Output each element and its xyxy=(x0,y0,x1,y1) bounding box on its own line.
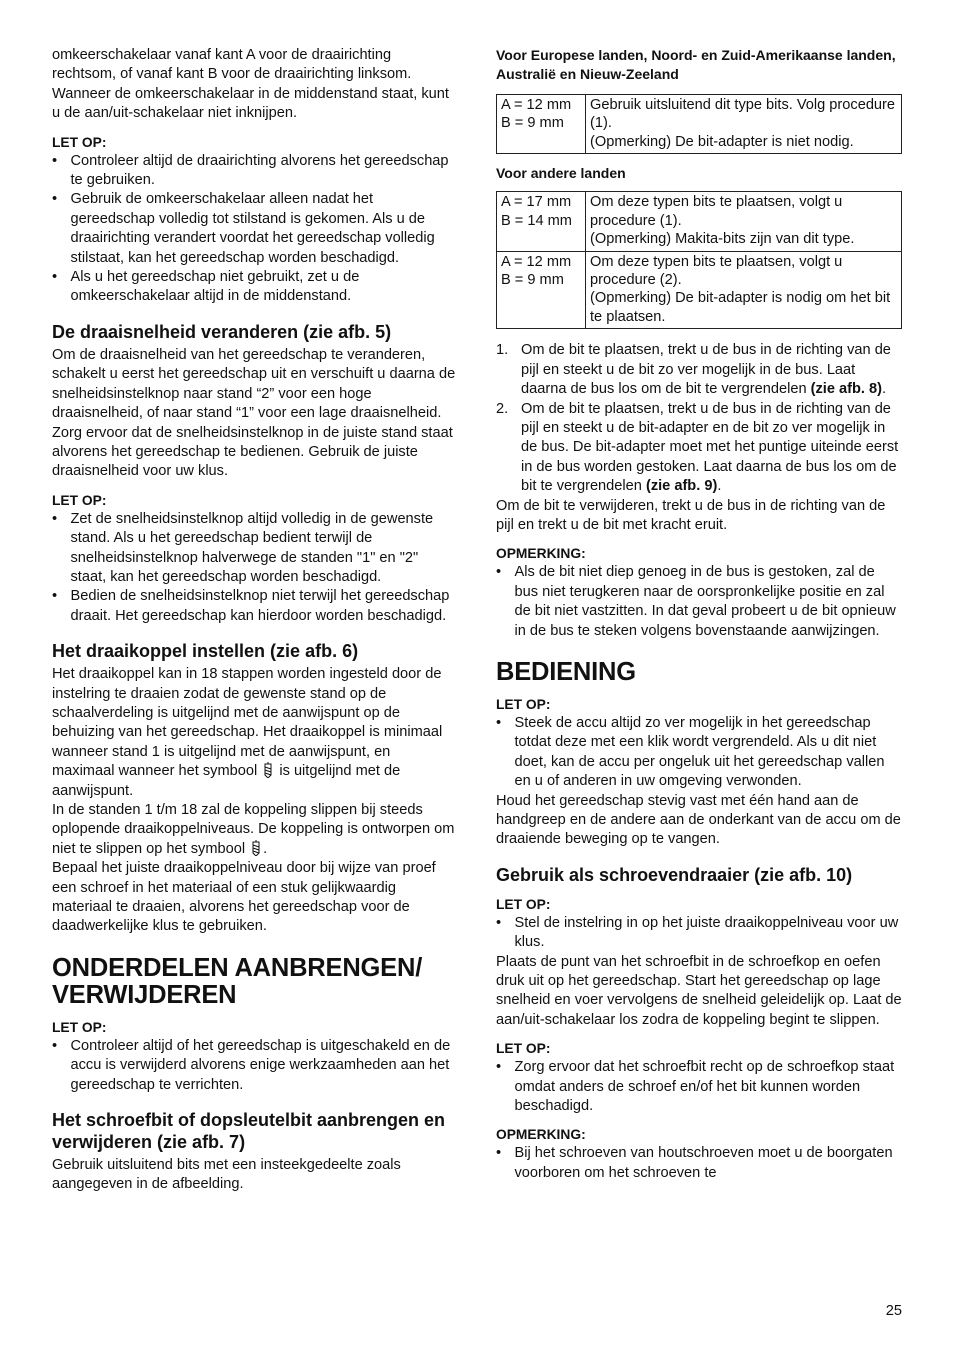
torque-text-d: . xyxy=(263,840,268,857)
list-item xyxy=(496,400,902,497)
torque-text-a: Het draaikoppel kan in 18 stappen worden ingesteld door de instelring te draaien zodat de gewenste stand op de schaalverdeling is uitgelijnd met de aanwijspunt op de behuizing van het gereedschap. Het draaikoppel is minimaal wanneer stand 1 is uitgelijnd met de aanwijspunt, en maximaal wanneer het symbool xyxy=(52,666,443,780)
list-item: • Als u het gereedschap niet gebruikt, zet u de omkeerschakelaar altijd in de middenstand. xyxy=(52,268,456,307)
caution-label: LET OP: xyxy=(496,1041,551,1057)
caution-list xyxy=(52,152,456,307)
table-caption-other: Voor andere landen xyxy=(496,165,626,182)
section-heading-speed: De draaisnelheid veranderen (zie afb. 5) xyxy=(52,321,392,342)
table-row xyxy=(497,192,902,251)
caution-label: LET OP: xyxy=(52,492,107,508)
list-item: • Controleer altijd de draairichting alvorens het gereedschap te gebruiken. xyxy=(52,152,456,191)
list-item: • Zet de snelheidsinstelknop altijd volledig in de gewenste stand. Als u het gereedschap bedient terwijl de snelheidsinstelknop halverwege de standen "1" en "2" staat, kan het gereedschap worden beschadigd. xyxy=(52,510,456,588)
screw-paragraph: Plaats de punt van het schroefbit in de schroefkop en oefen druk uit op het gereedschap. Start het gereedschap op lage snelheid en voer vervolgens de snelheid geleidelijk op. Laat de aan/uit-schakelaar los zodra de koppeling begint te slippen. xyxy=(496,953,902,1028)
caution-label: LET OP: xyxy=(496,896,551,912)
intro-paragraph: omkeerschakelaar vanaf kant A voor de draairichting rechtsom, of vanaf kant B voor de draairichting linksom. Wanneer de omkeerschakelaar in de middenstand staat, kunt u de aan/uit-schakelaar niet inknijpen. xyxy=(52,47,449,122)
table-row xyxy=(497,94,902,153)
note-list xyxy=(496,563,902,641)
section-heading-torque: Het draaikoppel instellen (zie afb. 6) xyxy=(52,641,359,662)
bit-table-europe xyxy=(496,94,902,154)
table-cell-dimensions: A = 12 mm B = 9 mm xyxy=(497,94,586,153)
chapter-heading-parts xyxy=(52,955,456,1009)
torque-text-e: Bepaal het juiste draaikoppelniveau door bij wijze van proef een schroef in het materiaal of een stuk gelijkwaardig materiaal te draaien, alvorens het gereedschap voor de daadwerkelijke klus te gebruiken. xyxy=(52,860,436,935)
caution-list xyxy=(496,714,902,792)
step-end: . xyxy=(882,381,887,398)
remove-paragraph: Om de bit te verwijderen, trekt u de bus in de richting van de pijl en trekt u de bit met kracht eruit. xyxy=(496,497,886,533)
caution-list xyxy=(496,1058,902,1116)
table-cell-description: Gebruik uitsluitend dit type bits. Volg procedure (1). (Opmerking) De bit-adapter is niet nodig. xyxy=(586,94,902,153)
right-column xyxy=(496,46,902,1183)
torque-text-b: is uitgelijnd met de aanwijspunt. xyxy=(52,763,401,799)
caution-list xyxy=(52,510,456,626)
note-list xyxy=(496,1144,902,1183)
step-end: . xyxy=(717,478,722,495)
note-label: OPMERKING: xyxy=(496,546,586,562)
list-item: • Bij het schroeven van houtschroeven moet u de boorgaten voorboren om het schroeven te xyxy=(496,1144,902,1183)
speed-paragraph: Om de draaisnelheid van het gereedschap te veranderen, schakelt u eerst het gereedschap uit en verschuift u daarna de snelheidsinstelknop naar stand “2” voor een hoge draaisnelheid, of naar stand “1” voor een lage draaisnelheid. Zorg ervoor dat de snelheidsinstelknop in de juiste stand staat alvorens het gereedschap te bedienen. Gebruik de juiste draaisnelheid voor uw klus. xyxy=(52,346,456,480)
drill-symbol-icon xyxy=(251,840,261,856)
list-item: • Gebruik de omkeerschakelaar alleen nadat het gereedschap volledig tot stilstand is gekomen. Als u de draairichting verandert voordat het gereedschap volledig stilstaat, kan het gereedschap worden beschadigd. xyxy=(52,190,456,268)
list-item: • Steek de accu altijd zo ver mogelijk in het gereedschap totdat deze met een klik wordt vergrendeld. Als u dit niet doet, kan de accu per ongeluk uit het gereedschap vallen en u of anderen in uw omgeving verwonden. xyxy=(496,714,902,792)
torque-paragraph xyxy=(52,665,456,937)
table-cell-dimensions: A = 17 mm B = 14 mm xyxy=(497,192,586,251)
section-heading-bit: Het schroefbit of dopsleutelbit aanbrengen en verwijderen (zie afb. 7) xyxy=(52,1110,446,1153)
list-item: • Stel de instelring in op het juiste draaikoppelniveau voor uw klus. xyxy=(496,914,902,953)
chapter-heading-line: VERWIJDEREN xyxy=(52,980,237,1009)
list-item: • Bedien de snelheidsinstelknop niet terwijl het gereedschap draait. Het gereedschap kan hierdoor worden beschadigd. xyxy=(52,587,456,626)
page-number: 25 xyxy=(885,1303,902,1319)
section-heading-screwdriver: Gebruik als schroevendraaier (zie afb. 10) xyxy=(496,864,853,885)
list-item: • Controleer altijd of het gereedschap is uitgeschakeld en de accu is verwijderd alvorens enige werkzaamheden aan het gereedschap te verrichten. xyxy=(52,1037,456,1095)
bit-table-other xyxy=(496,191,902,329)
figure-reference: (zie afb. 8) xyxy=(810,381,882,398)
caution-list xyxy=(496,914,902,953)
caution-label: LET OP: xyxy=(496,696,551,712)
procedure-list xyxy=(496,341,902,496)
figure-reference: (zie afb. 9) xyxy=(645,478,718,495)
table-cell-dimensions: A = 12 mm B = 9 mm xyxy=(497,251,586,329)
bit-paragraph: Gebruik uitsluitend bits met een insteekgedeelte zoals aangegeven in de afbeelding. xyxy=(52,1157,401,1193)
table-cell-description: Om deze typen bits te plaatsen, volgt u procedure (1). (Opmerking) Makita-bits zijn van dit type. xyxy=(586,192,902,251)
step-text: Om de bit te plaatsen, trekt u de bus in de richting van de pijl en steekt u de bit zo ver mogelijk in de bus. Laat daarna de bus los om de bit te vergrendelen xyxy=(521,342,891,398)
table-cell-description: Om deze typen bits te plaatsen, volgt u procedure (2). (Opmerking) De bit-adapter is nodig om het bit te plaatsen. xyxy=(586,251,902,329)
left-column xyxy=(52,46,456,1195)
chapter-heading-line: ONDERDELEN AANBRENGEN/ xyxy=(52,953,423,982)
drill-symbol-icon xyxy=(263,762,273,778)
list-item xyxy=(496,341,902,399)
caution-label: LET OP: xyxy=(52,134,107,150)
list-item: • Als de bit niet diep genoeg in de bus is gestoken, zal de bus niet terugkeren naar de oorspronkelijke positie en zal de bit niet vastzitten. In dat geval probeert u de bit opnieuw in de bus te steken volgens bovenstaande aanwijzingen. xyxy=(496,563,902,641)
list-item: • Zorg ervoor dat het schroefbit recht op de schroefkop staat omdat anders de schroef en/of het bit kunnen worden beschadigd. xyxy=(496,1058,902,1116)
note-label: OPMERKING: xyxy=(496,1127,586,1143)
table-row xyxy=(497,251,902,329)
table-caption-europe: Voor Europese landen, Noord- en Zuid-Amerikaanse landen, Australië en Nieuw-Zeeland xyxy=(496,47,896,83)
hold-paragraph: Houd het gereedschap stevig vast met één hand aan de handgreep en de andere aan de onderkant van de accu om de draaiende beweging op te vangen. xyxy=(496,792,901,848)
chapter-heading-operation: BEDIENING xyxy=(496,657,636,686)
step-text: Om de bit te plaatsen, trekt u de bus in de richting van de pijl en steekt u de bit-adapter en de bit zo ver mogelijk in de bus. De bit-adapter moet met het puntige uiteinde eerst in de bus worden gestoken. Laat daarna de bus los om de bit te vergrendelen xyxy=(521,400,899,495)
caution-list xyxy=(52,1037,456,1095)
torque-text-c: In de standen 1 t/m 18 zal de koppeling slippen bij steeds oplopende draaikoppelniveaus. De koppeling is ontworpen om niet te slippen op het symbool xyxy=(52,802,455,857)
caution-label: LET OP: xyxy=(52,1019,107,1035)
